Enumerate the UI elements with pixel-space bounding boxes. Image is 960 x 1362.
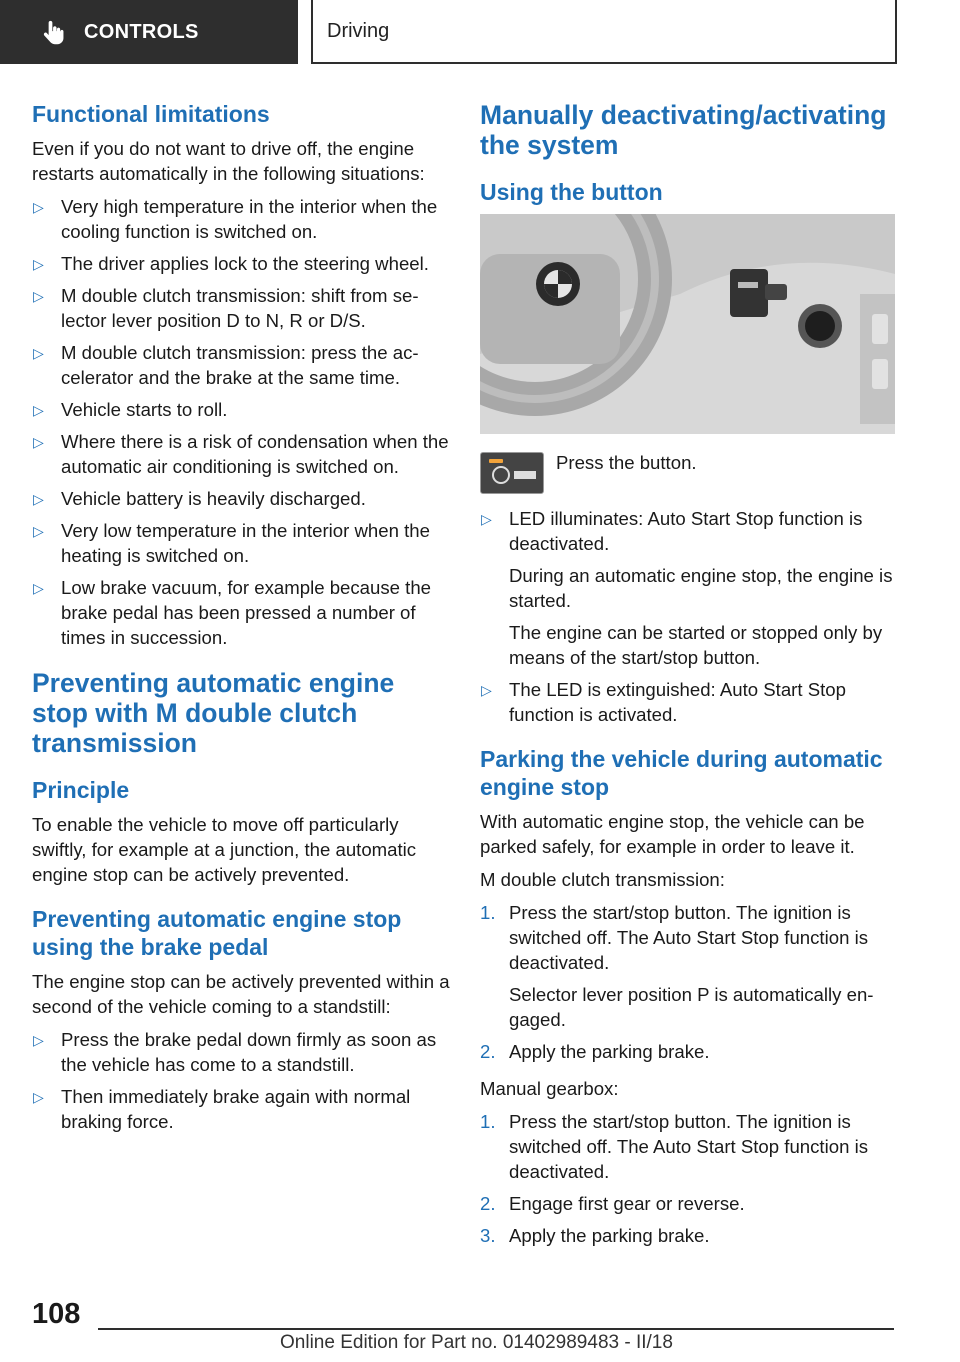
triangle-bullet-icon: ▷ <box>33 580 44 596</box>
list-item: 1. Press the start/stop button. The ignition is switched off. The Auto Start Stop function is deactivated. Selector lever position P is automatically en-gaged. <box>480 902 874 1030</box>
list-item: ▷ M double clutch transmission: shift from se-lector lever position D to N, R or D/S. <box>33 285 419 331</box>
section-title: CONTROLS <box>84 20 199 43</box>
brake-pedal-list <box>32 1027 450 1134</box>
list-item: ▷ Then immediately brake again with normal braking force. <box>33 1086 411 1132</box>
manual-gearbox-steps <box>480 1109 898 1248</box>
triangle-bullet-icon: ▷ <box>33 491 44 507</box>
parking-heading: Parking the vehicle during automatic engine stop <box>480 746 883 800</box>
functional-limitations-list <box>32 194 450 650</box>
triangle-bullet-icon: ▷ <box>33 256 44 272</box>
chapter-header <box>311 0 897 64</box>
list-item: ▷ Very high temperature in the interior when the cooling function is switched on. <box>33 196 438 242</box>
functional-limitations-intro: Even if you do not want to drive off, the engine restarts automatically in the following situations: <box>32 138 425 184</box>
auto-start-stop-icon <box>481 453 543 493</box>
list-item: ▷ The driver applies lock to the steering wheel. <box>32 251 450 276</box>
triangle-bullet-icon: ▷ <box>481 511 492 527</box>
left-column <box>32 100 450 1146</box>
list-item: ▷ Low brake vacuum, for example because the brake pedal has been pressed a number of times in succession. <box>33 577 432 648</box>
brake-pedal-heading: Preventing automatic engine stop using the brake pedal <box>32 906 402 960</box>
footer-divider <box>98 1328 894 1330</box>
list-item: ▷ Where there is a risk of condensation when the automatic air conditioning is switched on. <box>33 431 449 477</box>
list-item: ▷ Very low temperature in the interior when the heating is switched on. <box>33 520 430 566</box>
list-item: ▷ Press the brake pedal down firmly as soon as the vehicle has come to a standstill. <box>33 1029 437 1075</box>
list-item: ▷ Vehicle battery is heavily discharged. <box>32 486 450 511</box>
page-number: 108 <box>32 1298 81 1330</box>
right-column <box>480 100 898 1260</box>
auto-start-stop-button[interactable] <box>480 452 544 494</box>
manual-gearbox-label: Manual gearbox: <box>480 1078 619 1099</box>
triangle-bullet-icon: ▷ <box>33 1032 44 1048</box>
triangle-bullet-icon: ▷ <box>481 682 492 698</box>
led-status-list <box>480 506 898 727</box>
list-item: ▷ Vehicle starts to roll. <box>32 397 450 422</box>
triangle-bullet-icon: ▷ <box>33 523 44 539</box>
mdct-label: M double clutch transmission: <box>480 869 725 890</box>
list-item: ▷ M double clutch transmission: press the ac-celerator and the brake at the same time. <box>33 342 419 388</box>
edition-note: Online Edition for Part no. 01402989483 - II/18 <box>280 1332 673 1353</box>
triangle-bullet-icon: ▷ <box>33 288 44 304</box>
steering-wheel-photo <box>480 214 895 434</box>
triangle-bullet-icon: ▷ <box>33 1089 44 1105</box>
list-item: 2. Apply the parking brake. <box>480 1041 710 1062</box>
principle-text: To enable the vehicle to move off particularly swiftly, for example at a junction, the automatic engine stop can be actively prevented. <box>32 814 417 885</box>
press-button-row <box>480 452 898 494</box>
chapter-title: Driving <box>327 19 390 42</box>
list-item: ▷ LED illuminates: Auto Start Stop function is deactivated. During an automatic engine stop, the engine is started. The engine can be started or stopped only by means of the start/stop button. <box>481 508 893 668</box>
functional-limitations-heading: Functional limitations <box>32 101 270 127</box>
list-item: ▷ The LED is extinguished: Auto Start Stop function is activated. <box>481 679 846 725</box>
hand-pointer-icon <box>40 18 68 46</box>
parking-text: With automatic engine stop, the vehicle can be parked safely, for example in order to leave it. <box>480 811 865 857</box>
triangle-bullet-icon: ▷ <box>33 199 44 215</box>
steering-wheel-illustration <box>480 214 895 434</box>
triangle-bullet-icon: ▷ <box>33 345 44 361</box>
manual-deactivation-heading: Manually deactivating/activating the system <box>480 100 887 160</box>
press-button-text: Press the button. <box>556 452 697 473</box>
triangle-bullet-icon: ▷ <box>33 402 44 418</box>
prevent-stop-heading: Preventing automatic engine stop with M double clutch transmission <box>32 668 395 758</box>
section-tab[interactable] <box>0 0 298 64</box>
principle-heading: Principle <box>32 777 130 803</box>
list-item: 3. Apply the parking brake. <box>480 1225 710 1246</box>
using-button-heading: Using the button <box>480 179 663 205</box>
brake-pedal-text: The engine stop can be actively prevented within a second of the vehicle coming to a standstill: <box>32 971 450 1017</box>
list-item: 1. Press the start/stop button. The ignition is switched off. The Auto Start Stop function is deactivated. <box>480 1111 869 1182</box>
mdct-steps <box>480 900 898 1064</box>
list-item: 2. Engage first gear or reverse. <box>480 1193 745 1214</box>
triangle-bullet-icon: ▷ <box>33 434 44 450</box>
